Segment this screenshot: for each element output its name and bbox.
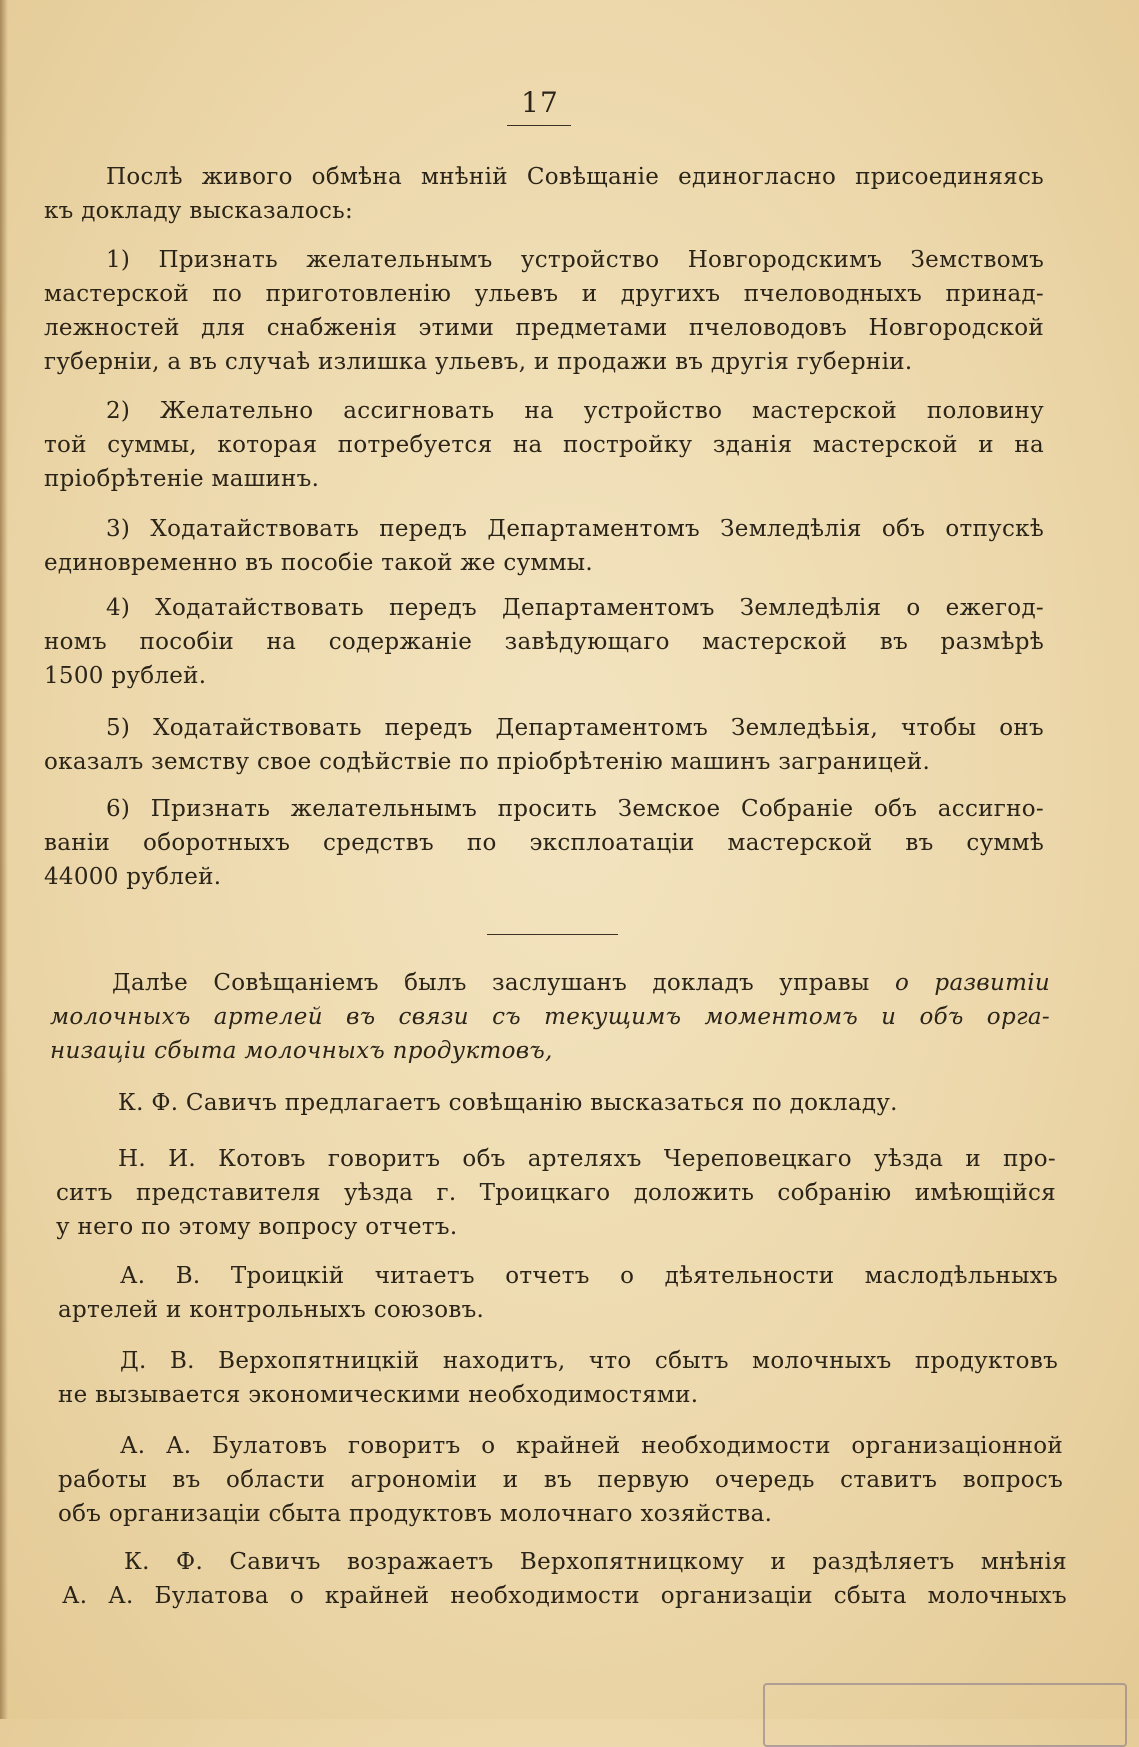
text-segment: Далѣе Совѣщаніемъ былъ заслушанъ докладъ управы [112,970,895,996]
text-line: 5) Ходатайствовать передъ Департаментомъ Земледѣьія, чтобы онъ [106,715,1044,741]
report-title-italic: молочныхъ артелей въ связи съ текущимъ моментомъ и объ орга- [50,1004,1050,1030]
paragraph-resolution-6 [44,792,1044,894]
library-stamp [763,1683,1127,1747]
text-line: ситъ представителя уѣзда г. Троицкаго доложить собранію имѣющійся [56,1180,1056,1206]
text-line: ваніи оборотныхъ средствъ по эксплоатаціи мастерской въ суммѣ [44,830,1044,856]
text-line: мастерской по приготовленію ульевъ и другихъ пчеловодныхъ принад- [44,281,1044,307]
text-line: 1) Признать желательнымъ устройство Новгородскимъ Земствомъ [106,247,1044,273]
paragraph-bulatov [58,1429,1063,1531]
paragraph-verkhopyatnitsky [58,1344,1058,1412]
paragraph-savich-1 [56,1086,1056,1120]
text-line: А. А. Булатова о крайней необходимости организаціи сбыта молочныхъ [62,1583,1067,1609]
text-line: К. Ф. Савичъ предлагаетъ совѣщанію высказаться по докладу. [118,1090,898,1116]
text-line [50,966,1050,1000]
text-line: А. В. Троицкій читаетъ отчетъ о дѣятельности маслодѣльныхъ [120,1263,1058,1289]
text-line: Н. И. Котовъ говоритъ объ артеляхъ Череповецкаго уѣзда и про- [118,1146,1056,1172]
text-line: единовременно въ пособіе такой же суммы. [44,550,593,576]
paragraph-resolution-1 [44,243,1044,379]
page-number: 17 [521,86,559,119]
page-edge-shadow [0,0,8,1719]
text-line: 6) Признать желательнымъ просить Земское Собраніе объ ассигно- [106,796,1044,822]
text-line: лежностей для снабженія этими предметами пчеловодовъ Новгородской [44,315,1044,341]
page-number-underline [507,125,571,126]
text-line: 4) Ходатайствовать передъ Департаментомъ Земледѣлія о ежегод- [106,595,1044,621]
paragraph-intro [44,160,1044,228]
text-line: 1500 рублей. [44,663,207,689]
paragraph-kotov [56,1142,1056,1244]
text-line: пріобрѣтеніе машинъ. [44,466,320,492]
report-title-italic: низаціи сбыта молочныхъ продуктовъ, [50,1038,553,1064]
text-line: работы въ области агрономіи и въ первую очередь ставитъ вопросъ [58,1467,1063,1493]
text-line: губерніи, а въ случаѣ излишка ульевъ, и продажи въ другія губерніи. [44,349,913,375]
text-line: К. Ф. Савичъ возражаетъ Верхопятницкому и раздѣляетъ мнѣнія [124,1549,1067,1575]
text-line: Д. В. Верхопятницкій находитъ, что сбытъ молочныхъ продуктовъ [120,1348,1058,1374]
text-line: 44000 рублей. [44,864,222,890]
text-line: Послѣ живого обмѣна мнѣній Совѣщаніе единогласно присоединяясь [106,164,1044,190]
text-line: у него по этому вопросу отчетъ. [56,1214,458,1240]
text-line: А. А. Булатовъ говоритъ о крайней необходимости организаціонной [120,1433,1063,1459]
text-line: къ докладу высказалось: [44,198,354,224]
text-line: оказалъ земству свое содѣйствіе по пріобрѣтенію машинъ заграницей. [44,749,931,775]
text-line: 2) Желательно ассигновать на устройство мастерской половину [106,398,1044,424]
text-line: 3) Ходатайствовать передъ Департаментомъ Земледѣлія объ отпускѣ [106,516,1044,542]
text-line: той суммы, которая потребуется на постройку зданія мастерской и на [44,432,1044,458]
paragraph-resolution-5 [44,711,1044,779]
paragraph-resolution-2 [44,394,1044,496]
section-divider [487,934,618,935]
text-line: объ организаціи сбыта продуктовъ молочнаго хозяйства. [58,1501,773,1527]
text-line: не вызывается экономическими необходимостями. [58,1382,699,1408]
text-line: номъ пособіи на содержаніе завѣдующаго мастерской въ размѣрѣ [44,629,1044,655]
paragraph-resolution-4 [44,591,1044,693]
report-title-italic: о развитіи [894,970,1050,996]
paragraph-report [50,966,1050,1068]
text-line: артелей и контрольныхъ союзовъ. [58,1297,485,1323]
paragraph-savich-2 [62,1545,1067,1613]
paragraph-troitsky [58,1259,1058,1327]
paragraph-resolution-3 [44,512,1044,580]
